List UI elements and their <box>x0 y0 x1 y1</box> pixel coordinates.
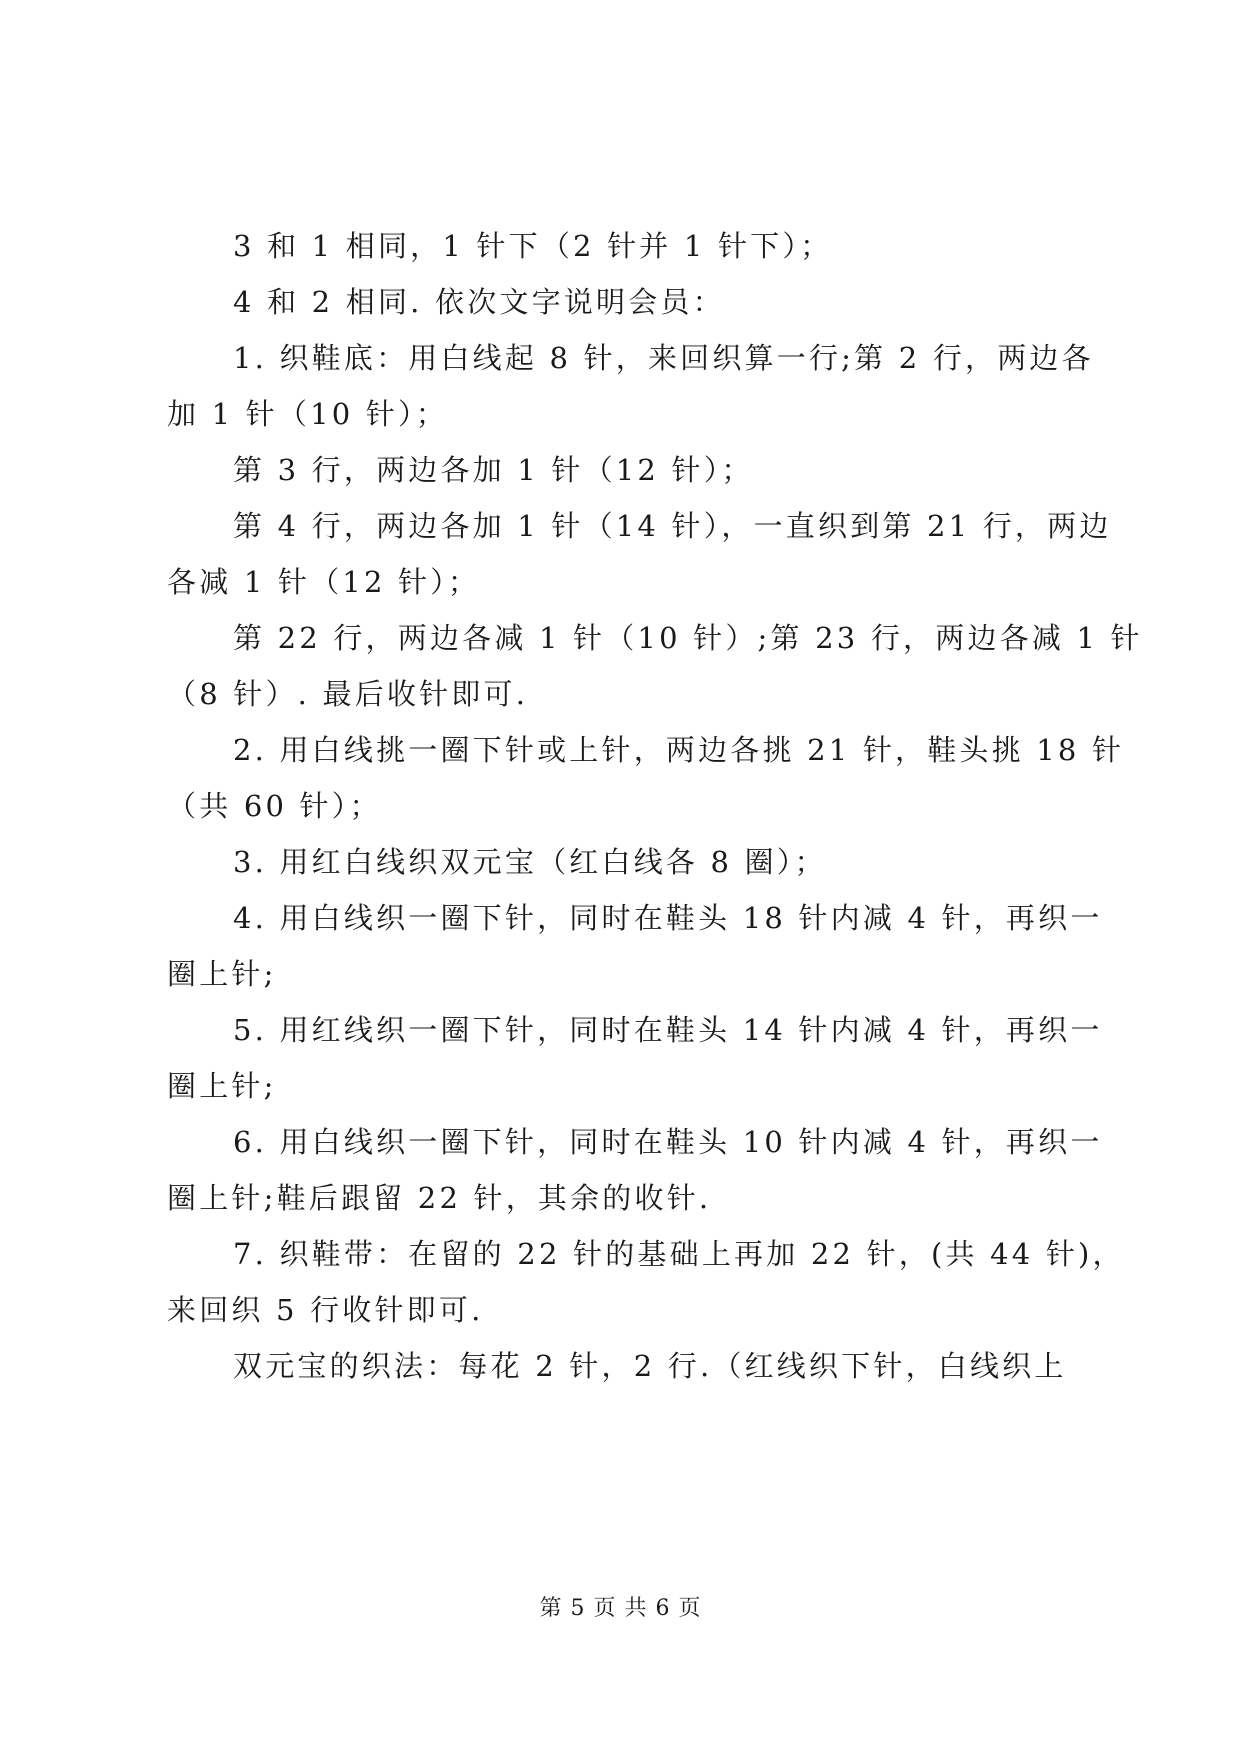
text-line: 3. 用红白线织双元宝（红白线各 8 圈）； <box>233 845 827 879</box>
text-line: 5. 用红线织一圈下针，同时在鞋头 14 针内减 4 针，再织一 <box>233 1013 1103 1047</box>
text-line: 圈上针; <box>167 1069 277 1103</box>
text-line: 第 3 行，两边各加 1 针（12 针）； <box>233 453 754 487</box>
text-line: 7. 织鞋带：在留的 22 针的基础上再加 22 针，(共 44 针)， <box>233 1237 1125 1271</box>
text-line: （8 针）. 最后收针即可. <box>167 677 529 711</box>
text-line: 来回织 5 行收针即可. <box>167 1293 484 1327</box>
text-line: 3 和 1 相同，1 针下（2 针并 1 针下）； <box>233 229 833 263</box>
text-line: 4 和 2 相同. 依次文字说明会员： <box>233 285 725 319</box>
text-line: 2. 用白线挑一圈下针或上针，两边各挑 21 针，鞋头挑 18 针 <box>233 733 1125 767</box>
text-line: 4. 用白线织一圈下针，同时在鞋头 18 针内减 4 针，再织一 <box>233 901 1103 935</box>
text-line: 第 4 行，两边各加 1 针（14 针），一直织到第 21 行，两边 <box>233 509 1112 543</box>
page-footer <box>0 1594 1241 1624</box>
text-line: 圈上针; <box>167 957 277 991</box>
text-line: 圈上针;鞋后跟留 22 针，其余的收针. <box>167 1181 712 1215</box>
page-number: 第 5 页 共 6 页 <box>539 1596 702 1621</box>
text-line: （共 60 针）； <box>167 789 382 823</box>
text-line: 第 22 行，两边各减 1 针（10 针）;第 23 行，两边各减 1 针 <box>233 621 1143 655</box>
text-line: 6. 用白线织一圈下针，同时在鞋头 10 针内减 4 针，再织一 <box>233 1125 1103 1159</box>
text-line: 双元宝的织法：每花 2 针，2 行.（红线织下针，白线织上 <box>233 1349 1067 1383</box>
text-line: 1. 织鞋底：用白线起 8 针，来回织算一行;第 2 行，两边各 <box>233 341 1094 375</box>
text-line: 加 1 针（10 针）； <box>167 397 448 431</box>
text-line: 各减 1 针（12 针）； <box>167 565 481 599</box>
